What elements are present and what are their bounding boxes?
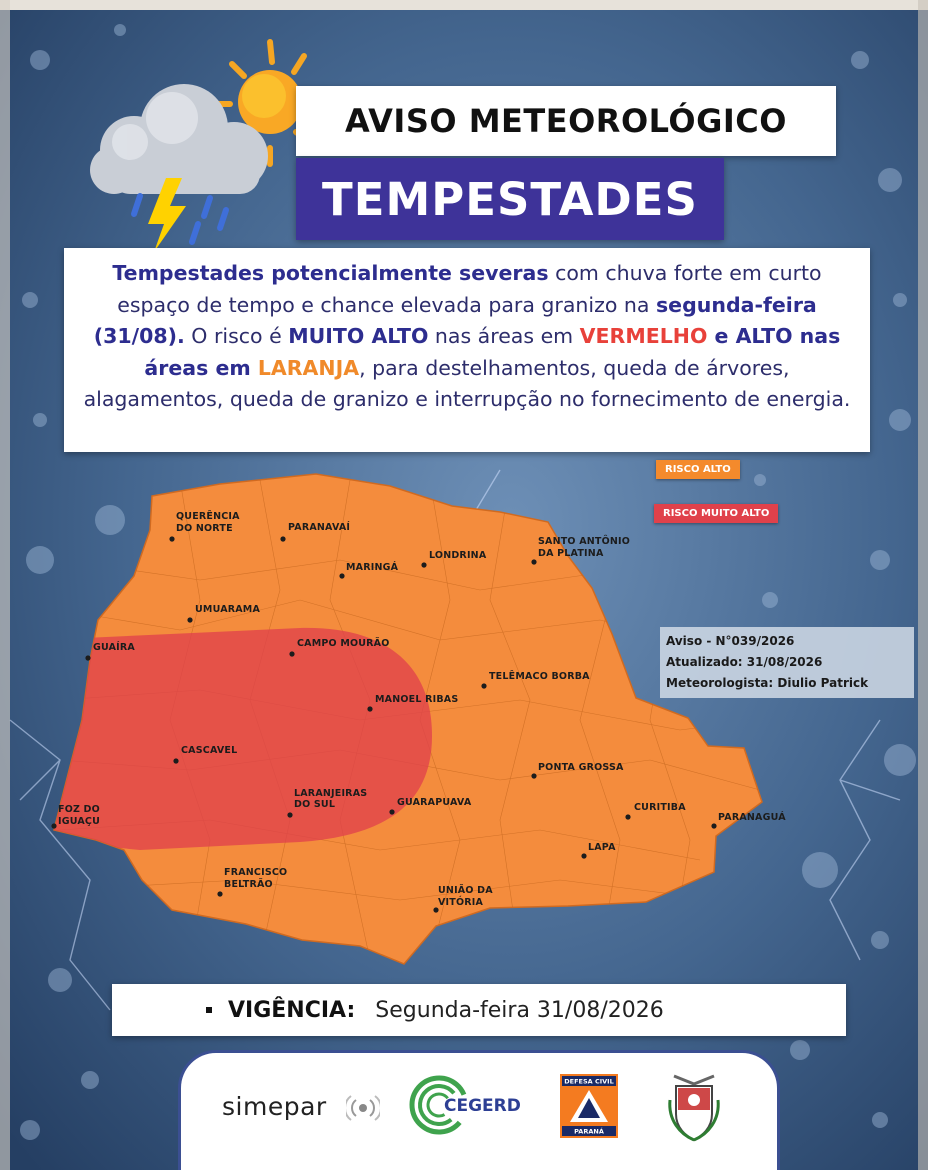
description-highlight-alto: e ALTO nas áreas em bbox=[144, 324, 841, 380]
city-label-francisco-beltrao: FRANCISCO bbox=[224, 867, 288, 878]
description-part: O risco é bbox=[184, 324, 289, 348]
city-label-curitiba: CURITIBA bbox=[634, 802, 686, 813]
subtitle-banner bbox=[296, 158, 724, 240]
validity-value: Segunda-feira 31/08/2026 bbox=[375, 997, 664, 1023]
description-part: nas áreas em bbox=[428, 324, 580, 348]
parana-state-map bbox=[0, 450, 928, 980]
description-highlight-date: segunda-feira (31/08). bbox=[93, 292, 817, 348]
city-label-lapa: LAPA bbox=[588, 842, 616, 853]
city-label-paranagua: PARANAGUÁ bbox=[718, 812, 786, 823]
description-highlight-muito-alto: MUITO ALTO bbox=[288, 324, 429, 348]
city-label-manoel-ribas: MANOEL RIBAS bbox=[375, 694, 459, 705]
warning-number: Aviso - N°039/2026 bbox=[666, 634, 795, 648]
meteorologist-name: Meteorologista: Diulio Patrick bbox=[666, 676, 869, 690]
city-label-uniao-vitoria: UNIÃO DA bbox=[438, 885, 493, 896]
city-label-querencia: QUERÊNCIA bbox=[176, 511, 240, 522]
city-label-santo-antonio-2: DA PLATINA bbox=[538, 548, 604, 559]
description-highlight-severe: Tempestades potencialmente severas bbox=[112, 261, 549, 285]
description-part: com chuva forte em curto espaço de tempo e chance elevada para granizo na bbox=[117, 261, 822, 317]
page-title: AVISO METEOROLÓGICO bbox=[345, 102, 787, 140]
description-box bbox=[64, 248, 870, 452]
city-label-umuarama: UMUARAMA bbox=[195, 604, 261, 615]
description-highlight-laranja: LARANJA bbox=[257, 355, 360, 380]
cegerd-logo: CEGERD bbox=[444, 1096, 521, 1116]
city-label-querencia-2: DO NORTE bbox=[176, 523, 233, 534]
validity-box bbox=[112, 984, 846, 1036]
legend-risco-muito-alto: RISCO MUITO ALTO bbox=[654, 504, 778, 523]
city-label-londrina: LONDRINA bbox=[429, 550, 487, 561]
title-banner bbox=[296, 86, 836, 156]
city-label-francisco-beltrao-2: BELTRÃO bbox=[224, 879, 273, 890]
defesa-civil-logo bbox=[560, 1074, 618, 1138]
city-label-laranjeiras: LARANJEIRAS bbox=[294, 788, 368, 799]
bullet-icon bbox=[206, 1007, 212, 1013]
city-label-santo-antonio: SANTO ANTÔNIO bbox=[538, 536, 631, 547]
city-label-laranjeiras-2: DO SUL bbox=[294, 799, 336, 810]
legend-risco-alto: RISCO ALTO bbox=[656, 460, 740, 479]
validity-label: VIGÊNCIA: bbox=[228, 997, 356, 1023]
simepar-signal-icon bbox=[346, 1094, 380, 1122]
warning-info-box bbox=[660, 627, 914, 698]
defesa-civil-top-text: DEFESA CIVIL bbox=[564, 1077, 614, 1086]
defesa-civil-bottom-text: PARANÁ bbox=[574, 1127, 604, 1136]
city-label-uniao-vitoria-2: VITÓRIA bbox=[438, 897, 484, 908]
description-highlight-vermelho: VERMELHO bbox=[579, 324, 708, 348]
page-subtitle: TEMPESTADES bbox=[322, 172, 698, 226]
city-label-foz: FOZ DO bbox=[58, 804, 100, 815]
updated-date: Atualizado: 31/08/2026 bbox=[666, 655, 823, 669]
parana-coat-of-arms-icon bbox=[664, 1070, 724, 1142]
city-label-guarapuava: GUARAPUAVA bbox=[397, 797, 472, 808]
description-text bbox=[82, 258, 852, 416]
city-label-paranavai: PARANAVAÍ bbox=[288, 522, 351, 533]
description-part: , para destelhamentos, queda de árvores, alagamentos, queda de granizo e interrupção no fornecimento de energia. bbox=[83, 355, 851, 411]
city-label-maringa: MARINGÁ bbox=[346, 562, 399, 573]
city-label-foz-2: IGUAÇU bbox=[58, 816, 100, 827]
city-label-cascavel: CASCAVEL bbox=[181, 745, 238, 756]
city-label-guaira: GUAÍRA bbox=[93, 642, 135, 653]
simepar-logo: simepar bbox=[222, 1092, 327, 1121]
city-label-campo-mourao: CAMPO MOURÃO bbox=[297, 638, 390, 649]
city-label-telemaco-borba: TELÊMACO BORBA bbox=[489, 671, 590, 682]
city-label-ponta-grossa: PONTA GROSSA bbox=[538, 762, 624, 773]
